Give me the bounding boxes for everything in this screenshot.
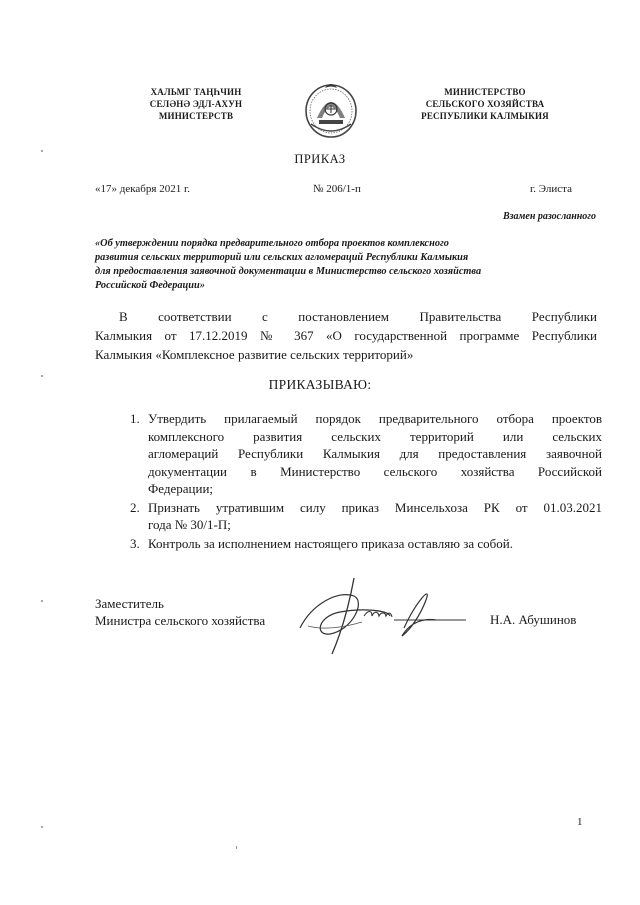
command-heading: ПРИКАЗЫВАЮ: xyxy=(268,377,372,392)
scan-artifact xyxy=(41,150,43,152)
signer-name: Н.А. Абушинов xyxy=(490,612,577,627)
item-line: Федерации; xyxy=(148,481,214,496)
signer-position-line: Заместитель xyxy=(95,596,164,611)
item-line: Контроль за исполнением настоящего приказа оставляю за собой. xyxy=(148,535,513,551)
signer-position-line: Министра сельского хозяйства xyxy=(95,613,266,628)
header-left-line: МИНИСТЕРСТВ xyxy=(158,111,234,121)
item-line: документации в Министерство сельского хозяйства Российской xyxy=(148,463,602,479)
order-city: г. Элиста xyxy=(530,183,572,195)
kalmykia-emblem-icon xyxy=(303,78,359,140)
item-line: комплексного развития сельских территорий или сельских xyxy=(148,428,602,444)
scan-artifact xyxy=(41,826,43,828)
subject-line: «Об утверждении порядка предварительного отбора проектов комплексного xyxy=(95,238,449,249)
page-number: 1 xyxy=(577,816,583,828)
list-item xyxy=(130,535,602,553)
document-title: ПРИКАЗ xyxy=(294,152,346,166)
item-number: 2. xyxy=(130,499,140,515)
order-date: «17» декабря 2021 г. xyxy=(95,183,190,195)
header-left-line: ХАЛЬМГ ТАҢҺЧИН xyxy=(150,87,242,97)
replaced-note: Взамен разосланного xyxy=(502,211,596,222)
header-right-line: РЕСПУБЛИКИ КАЛМЫКИЯ xyxy=(421,111,549,121)
preamble-line: Калмыкия от 17.12.2019 № 367 «О государственной программе Республики xyxy=(95,328,597,343)
order-number: № 206/1-п xyxy=(313,183,361,195)
subject-line: развития сельских территорий или сельских агломераций Республики Калмыкия xyxy=(95,252,469,263)
scan-artifact xyxy=(41,375,43,377)
scan-artifact xyxy=(236,846,237,849)
preamble-paragraph xyxy=(95,307,597,364)
preamble-line: Калмыкия «Комплексное развитие сельских территорий» xyxy=(95,347,414,362)
item-number: 1. xyxy=(130,411,140,426)
subject-line: Российской Федерации» xyxy=(95,280,205,291)
header-right-line: МИНИСТЕРСТВО xyxy=(444,87,526,97)
handwritten-signature-icon xyxy=(292,570,470,662)
list-item xyxy=(130,499,602,534)
signer-position xyxy=(95,595,265,629)
header-left-line: СЕЛӘНӘ ЭДЛ-АХУН xyxy=(149,99,243,109)
item-line: Признать утратившим силу приказ Минсельхоза РК от 01.03.2021 xyxy=(148,499,602,515)
subject-line: для предоставления заявочной документации в Министерство сельского хозяйства xyxy=(95,266,482,277)
item-line: агломераций Республики Калмыкия для предоставления заявочной xyxy=(148,446,602,461)
header-right-line: СЕЛЬСКОГО ХОЗЯЙСТВА xyxy=(425,99,545,109)
item-line: года № 30/1-П; xyxy=(148,517,231,532)
item-number: 3. xyxy=(130,535,140,551)
item-line: Утвердить прилагаемый порядок предварительного отбора проектов xyxy=(148,411,602,426)
order-items-list xyxy=(130,410,602,553)
ministry-name-russian xyxy=(400,86,570,122)
order-subject xyxy=(95,237,595,293)
list-item xyxy=(130,410,602,498)
preamble-line: В соответствии с постановлением Правительства Республики xyxy=(119,309,597,324)
scan-artifact xyxy=(41,600,43,602)
ministry-name-kalmyk xyxy=(111,86,281,122)
